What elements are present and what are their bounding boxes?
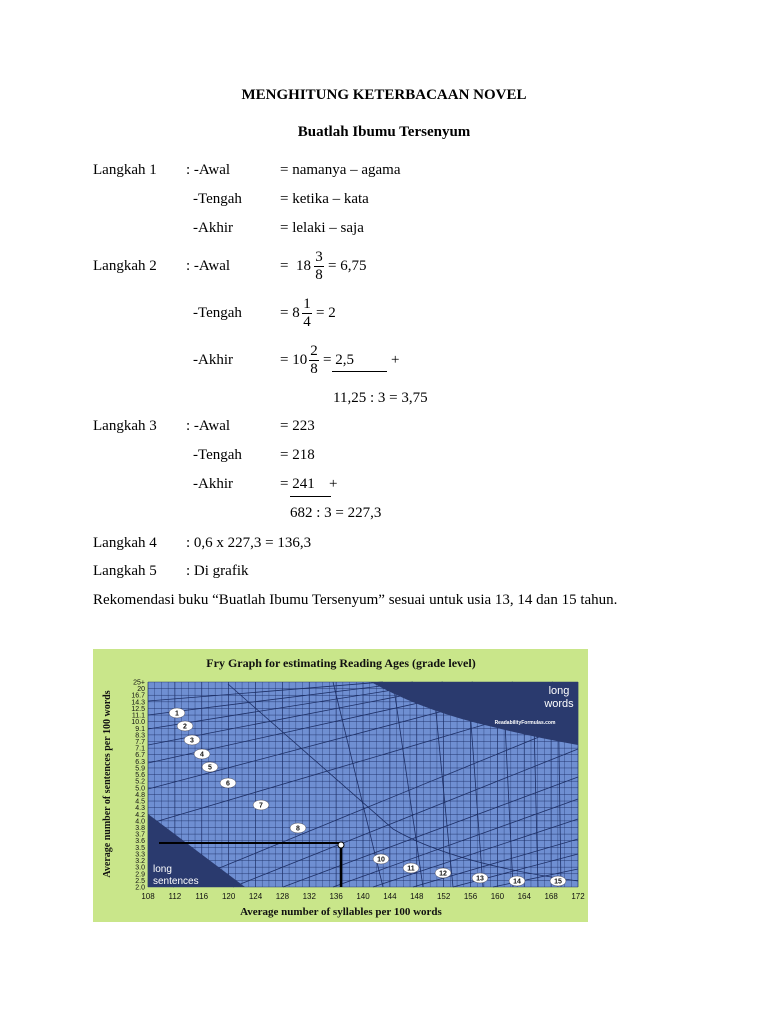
step2-awal-part: : -Awal xyxy=(186,258,231,274)
x-tick-label: 160 xyxy=(490,892,505,901)
x-tick-label: 128 xyxy=(275,892,290,901)
grade-marker-label: 5 xyxy=(208,764,212,772)
y-tick-label: 3.6 xyxy=(135,838,145,846)
x-tick-label: 124 xyxy=(248,892,263,901)
grade-marker-label: 14 xyxy=(513,878,521,886)
y-tick-label: 4.3 xyxy=(135,805,145,813)
y-tick-label: 6.3 xyxy=(135,758,145,766)
y-tick-label: 5.2 xyxy=(135,778,145,786)
grade-marker-label: 4 xyxy=(200,751,204,759)
step2-akhir-result: = 2,5 xyxy=(323,352,354,368)
grade-marker-label: 12 xyxy=(439,870,447,878)
step2-akhir-eq: = 10 xyxy=(280,352,308,368)
plotted-point xyxy=(338,842,344,848)
sum-underline xyxy=(290,496,331,497)
graph-title: Fry Graph for estimating Reading Ages (grade level) xyxy=(206,656,476,670)
grade-marker-label: 2 xyxy=(183,723,187,731)
step1-tengah-value: = ketika – kata xyxy=(280,191,369,207)
step1-tengah-part: -Tengah xyxy=(193,191,242,207)
step2-akhir-part: -Akhir xyxy=(193,352,233,368)
x-tick-label: 132 xyxy=(302,892,316,901)
recommendation-text: Rekomendasi buku “Buatlah Ibumu Tersenyum” sesuai untuk usia 13, 14 dan 15 tahun. xyxy=(93,592,618,608)
y-tick-label: 16.7 xyxy=(131,692,145,700)
y-tick-label: 25+ xyxy=(133,679,145,687)
long-words-label-2: words xyxy=(544,698,574,710)
y-tick-label: 3.5 xyxy=(135,844,145,852)
y-tick-label: 7.1 xyxy=(135,745,145,753)
step3-label: Langkah 3 xyxy=(93,418,157,434)
sum-underline xyxy=(332,371,387,372)
x-tick-label: 112 xyxy=(168,892,182,901)
y-tick-label: 2.5 xyxy=(135,877,145,885)
step3-total: 682 : 3 = 227,3 xyxy=(290,505,382,521)
grade-marker-label: 15 xyxy=(554,878,562,886)
long-sentences-label-1: long xyxy=(153,864,172,875)
y-tick-label: 4.2 xyxy=(135,811,145,819)
y-tick-label: 4.5 xyxy=(135,798,145,806)
step1-akhir-part: -Akhir xyxy=(193,220,233,236)
y-tick-label: 9.1 xyxy=(135,725,145,733)
step2-plus-sign: + xyxy=(391,352,400,368)
x-tick-label: 168 xyxy=(544,892,558,901)
y-tick-label: 4.0 xyxy=(135,818,145,826)
step2-awal-denominator: 8 xyxy=(315,267,323,283)
x-tick-label: 156 xyxy=(463,892,478,901)
y-tick-label: 2.0 xyxy=(135,884,145,892)
step2-total: 11,25 : 3 = 3,75 xyxy=(333,390,428,406)
step1-akhir-value: = lelaki – saja xyxy=(280,220,364,236)
y-tick-label: 7.7 xyxy=(135,739,145,747)
y-tick-label: 3.3 xyxy=(135,851,145,859)
graph-ylabel: Average number of sentences per 100 words xyxy=(102,690,113,878)
x-tick-label: 172 xyxy=(571,892,585,901)
grade-marker-label: 3 xyxy=(190,737,194,745)
y-tick-label: 14.3 xyxy=(131,699,145,707)
step2-awal-result: = 6,75 xyxy=(328,258,367,274)
y-tick-label: 3.2 xyxy=(135,858,145,866)
y-tick-label: 6.7 xyxy=(135,752,145,760)
step3-tengah-part: -Tengah xyxy=(193,447,242,463)
x-tick-label: 164 xyxy=(517,892,531,901)
x-tick-label: 108 xyxy=(141,892,155,901)
fry-graph-figure xyxy=(93,649,588,922)
x-tick-label: 116 xyxy=(195,892,209,901)
x-tick-label: 152 xyxy=(436,892,451,901)
step3-plus-sign: + xyxy=(329,476,338,492)
step5-value: : Di grafik xyxy=(186,563,249,579)
y-tick-label: 11.1 xyxy=(131,712,145,720)
y-tick-label: 5.6 xyxy=(135,772,145,780)
step2-tengah-numerator: 1 xyxy=(303,296,311,312)
y-tick-label: 3.0 xyxy=(135,864,145,872)
step4-label: Langkah 4 xyxy=(93,535,157,551)
x-tick-label: 148 xyxy=(410,892,424,901)
step2-tengah-eq: = 8 xyxy=(280,305,300,321)
step2-akhir-numerator: 2 xyxy=(310,343,318,359)
x-tick-label: 120 xyxy=(221,892,236,901)
step2-tengah-part: -Tengah xyxy=(193,305,242,321)
step2-tengah-result: = 2 xyxy=(316,305,336,321)
y-tick-label: 2.9 xyxy=(135,871,145,879)
y-tick-label: 3.8 xyxy=(135,824,145,832)
step1-awal-value: = namanya – agama xyxy=(280,162,401,178)
step3-awal-value: = 223 xyxy=(280,418,315,434)
step2-tengah-denominator: 4 xyxy=(303,314,311,330)
grade-marker-label: 8 xyxy=(296,825,300,833)
y-tick-label: 3.7 xyxy=(135,831,145,839)
graph-xlabel: Average number of syllables per 100 words xyxy=(240,906,442,918)
y-tick-label: 12.5 xyxy=(131,705,145,713)
y-tick-label: 10.0 xyxy=(131,719,145,727)
step3-akhir-part: -Akhir xyxy=(193,476,233,492)
step1-label: Langkah 1 xyxy=(93,162,157,178)
step3-tengah-value: = 218 xyxy=(280,447,315,463)
step5-label: Langkah 5 xyxy=(93,563,157,579)
fry-graph-svg xyxy=(93,649,588,922)
page-title: MENGHITUNG KETERBACAAN NOVEL xyxy=(241,87,527,103)
step2-label: Langkah 2 xyxy=(93,258,157,274)
step2-awal-numerator: 3 xyxy=(315,249,323,265)
page-subtitle: Buatlah Ibumu Tersenyum xyxy=(297,124,471,140)
step2-akhir-denominator: 8 xyxy=(310,361,318,377)
grade-marker-label: 11 xyxy=(407,865,415,873)
x-tick-label: 140 xyxy=(356,892,370,901)
grade-marker-label: 1 xyxy=(175,710,179,718)
step1-awal-part: : -Awal xyxy=(186,162,231,178)
grade-marker-label: 6 xyxy=(226,780,230,788)
grade-marker-label: 7 xyxy=(259,802,263,810)
y-tick-label: 4.8 xyxy=(135,791,145,799)
long-sentences-label-2: sentences xyxy=(153,876,199,887)
grade-marker-label: 10 xyxy=(377,856,385,864)
step4-value: : 0,6 x 227,3 = 136,3 xyxy=(186,535,312,551)
step2-awal-eq: = xyxy=(280,258,289,274)
y-tick-label: 5.9 xyxy=(135,765,145,773)
y-tick-label: 8.3 xyxy=(135,732,145,740)
y-tick-label: 5.0 xyxy=(135,785,145,793)
y-tick-label: 20 xyxy=(137,686,145,694)
x-tick-label: 144 xyxy=(383,892,397,901)
grade-marker-label: 13 xyxy=(476,875,484,883)
x-tick-labels xyxy=(141,892,585,901)
x-tick-label: 136 xyxy=(329,892,343,901)
step2-awal-whole: 18 xyxy=(296,258,311,274)
graph-watermark: ReadabilityFormulas.com xyxy=(494,720,556,726)
long-words-label-1: long xyxy=(548,685,570,697)
step3-akhir-value: = 241 xyxy=(280,476,315,492)
step3-awal-part: : -Awal xyxy=(186,418,231,434)
plot-area xyxy=(131,680,585,902)
